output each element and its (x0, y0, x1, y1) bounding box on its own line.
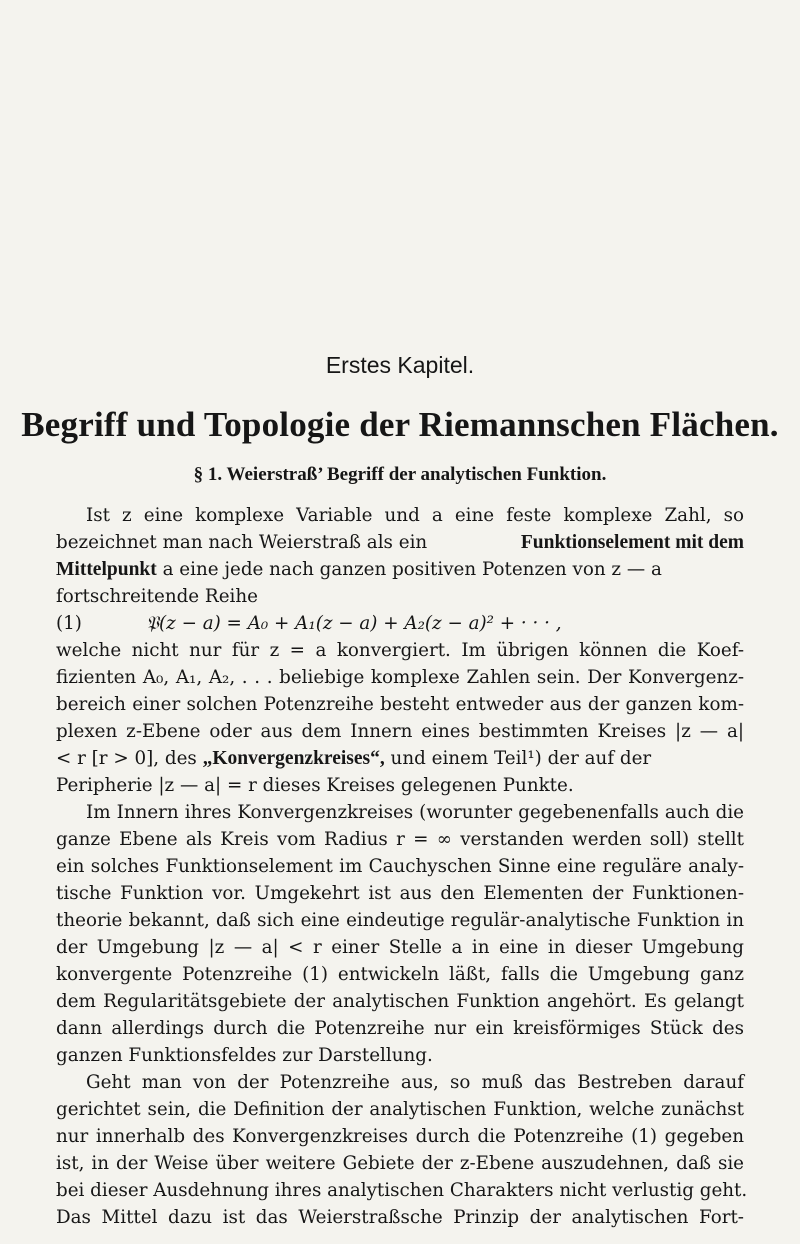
section-heading: § 1. Weierstraß’ Begriff der analytischen Funktion. (193, 464, 607, 485)
equation-1: 𝔓(z − a) = A₀ + A₁(z − a) + A₂(z − a)² + · · · , (146, 613, 562, 634)
text-line: bereich einer solchen Potenzreihe besteht entweder aus der ganzen kom- (56, 694, 744, 715)
text-line: dem Regularitätsgebiete der analytischen Funktion angehört. Es gelangt (56, 991, 744, 1012)
text-line: tische Funktion vor. Umgekehrt ist aus den Elementen der Funktionen- (56, 883, 744, 904)
text-line: welche nicht nur für z = a konvergiert. Im übrigen können die Koef- (56, 640, 744, 661)
text-line: der Umgebung |z — a| < r einer Stelle a in eine in dieser Umgebung (56, 937, 744, 958)
text-line: Das Mittel dazu ist das Weierstraßsche Prinzip der analytischen Fort- (56, 1207, 744, 1228)
text-line (56, 532, 744, 554)
text-fragment: und einem Teil¹) der auf der (384, 748, 652, 769)
text-line: dann allerdings durch die Potenzreihe nur ein kreisförmiges Stück des (56, 1018, 744, 1039)
term-mittelpunkt: Mittelpunkt (56, 559, 157, 580)
text-line (56, 748, 651, 770)
text-line: ganzen Funktionsfeldes zur Darstellung. (56, 1045, 433, 1066)
text-line: ist, in der Weise über weitere Gebiete der z-Ebene auszudehnen, daß sie (56, 1153, 744, 1174)
text-line: ein solches Funktionselement im Cauchyschen Sinne eine reguläre analy- (56, 856, 744, 877)
text-line: konvergente Potenzreihe (1) entwickeln läßt, falls die Umgebung ganz (56, 964, 744, 985)
text-line: fizienten A₀, A₁, A₂, . . . beliebige komplexe Zahlen sein. Der Konvergenz- (56, 667, 744, 688)
chapter-heading: Erstes Kapitel. (325, 352, 475, 378)
text-line: Peripherie |z — a| = r dieses Kreises gelegenen Punkte. (56, 775, 574, 796)
text-line: theorie bekannt, daß sich eine eindeutige regulär-analytische Funktion in (56, 910, 744, 931)
text-line: Ist z eine komplexe Variable und a eine feste komplexe Zahl, so (86, 505, 744, 526)
text-line: nur innerhalb des Konvergenzkreises durch die Potenzreihe (1) gegeben (56, 1126, 744, 1147)
text-line: Geht man von der Potenzreihe aus, so muß das Bestreben darauf (86, 1072, 744, 1093)
term-konvergenzkreis: „Konvergenzkreises“, (202, 748, 385, 769)
text-line: ganze Ebene als Kreis vom Radius r = ∞ verstanden werden soll) stellt (56, 829, 744, 850)
term-funktionselement: Funktionselement mit dem (520, 532, 744, 553)
text-line (56, 559, 662, 581)
text-line: plexen z-Ebene oder aus dem Innern eines bestimmten Kreises |z — a| (56, 721, 744, 742)
text-fragment: < r [r > 0], des (56, 748, 197, 769)
text-line: gerichtet sein, die Definition der analytischen Funktion, welche zunächst (56, 1099, 744, 1120)
text-fragment: bezeichnet man nach Weierstraß als ein (56, 532, 428, 553)
text-fragment: a eine jede nach ganzen positiven Potenzen von z — a (156, 559, 662, 580)
text-line: Im Innern ihres Konvergenzkreises (worunter gegebenenfalls auch die (86, 802, 744, 823)
text-line: fortschreitende Reihe (56, 586, 258, 607)
text-line: bei dieser Ausdehnung ihres analytischen Charakters nicht verlustig geht. (56, 1180, 748, 1201)
equation-number: (1) (56, 613, 82, 634)
page-title: Begriff und Topologie der Riemannschen Flächen. (21, 405, 779, 444)
